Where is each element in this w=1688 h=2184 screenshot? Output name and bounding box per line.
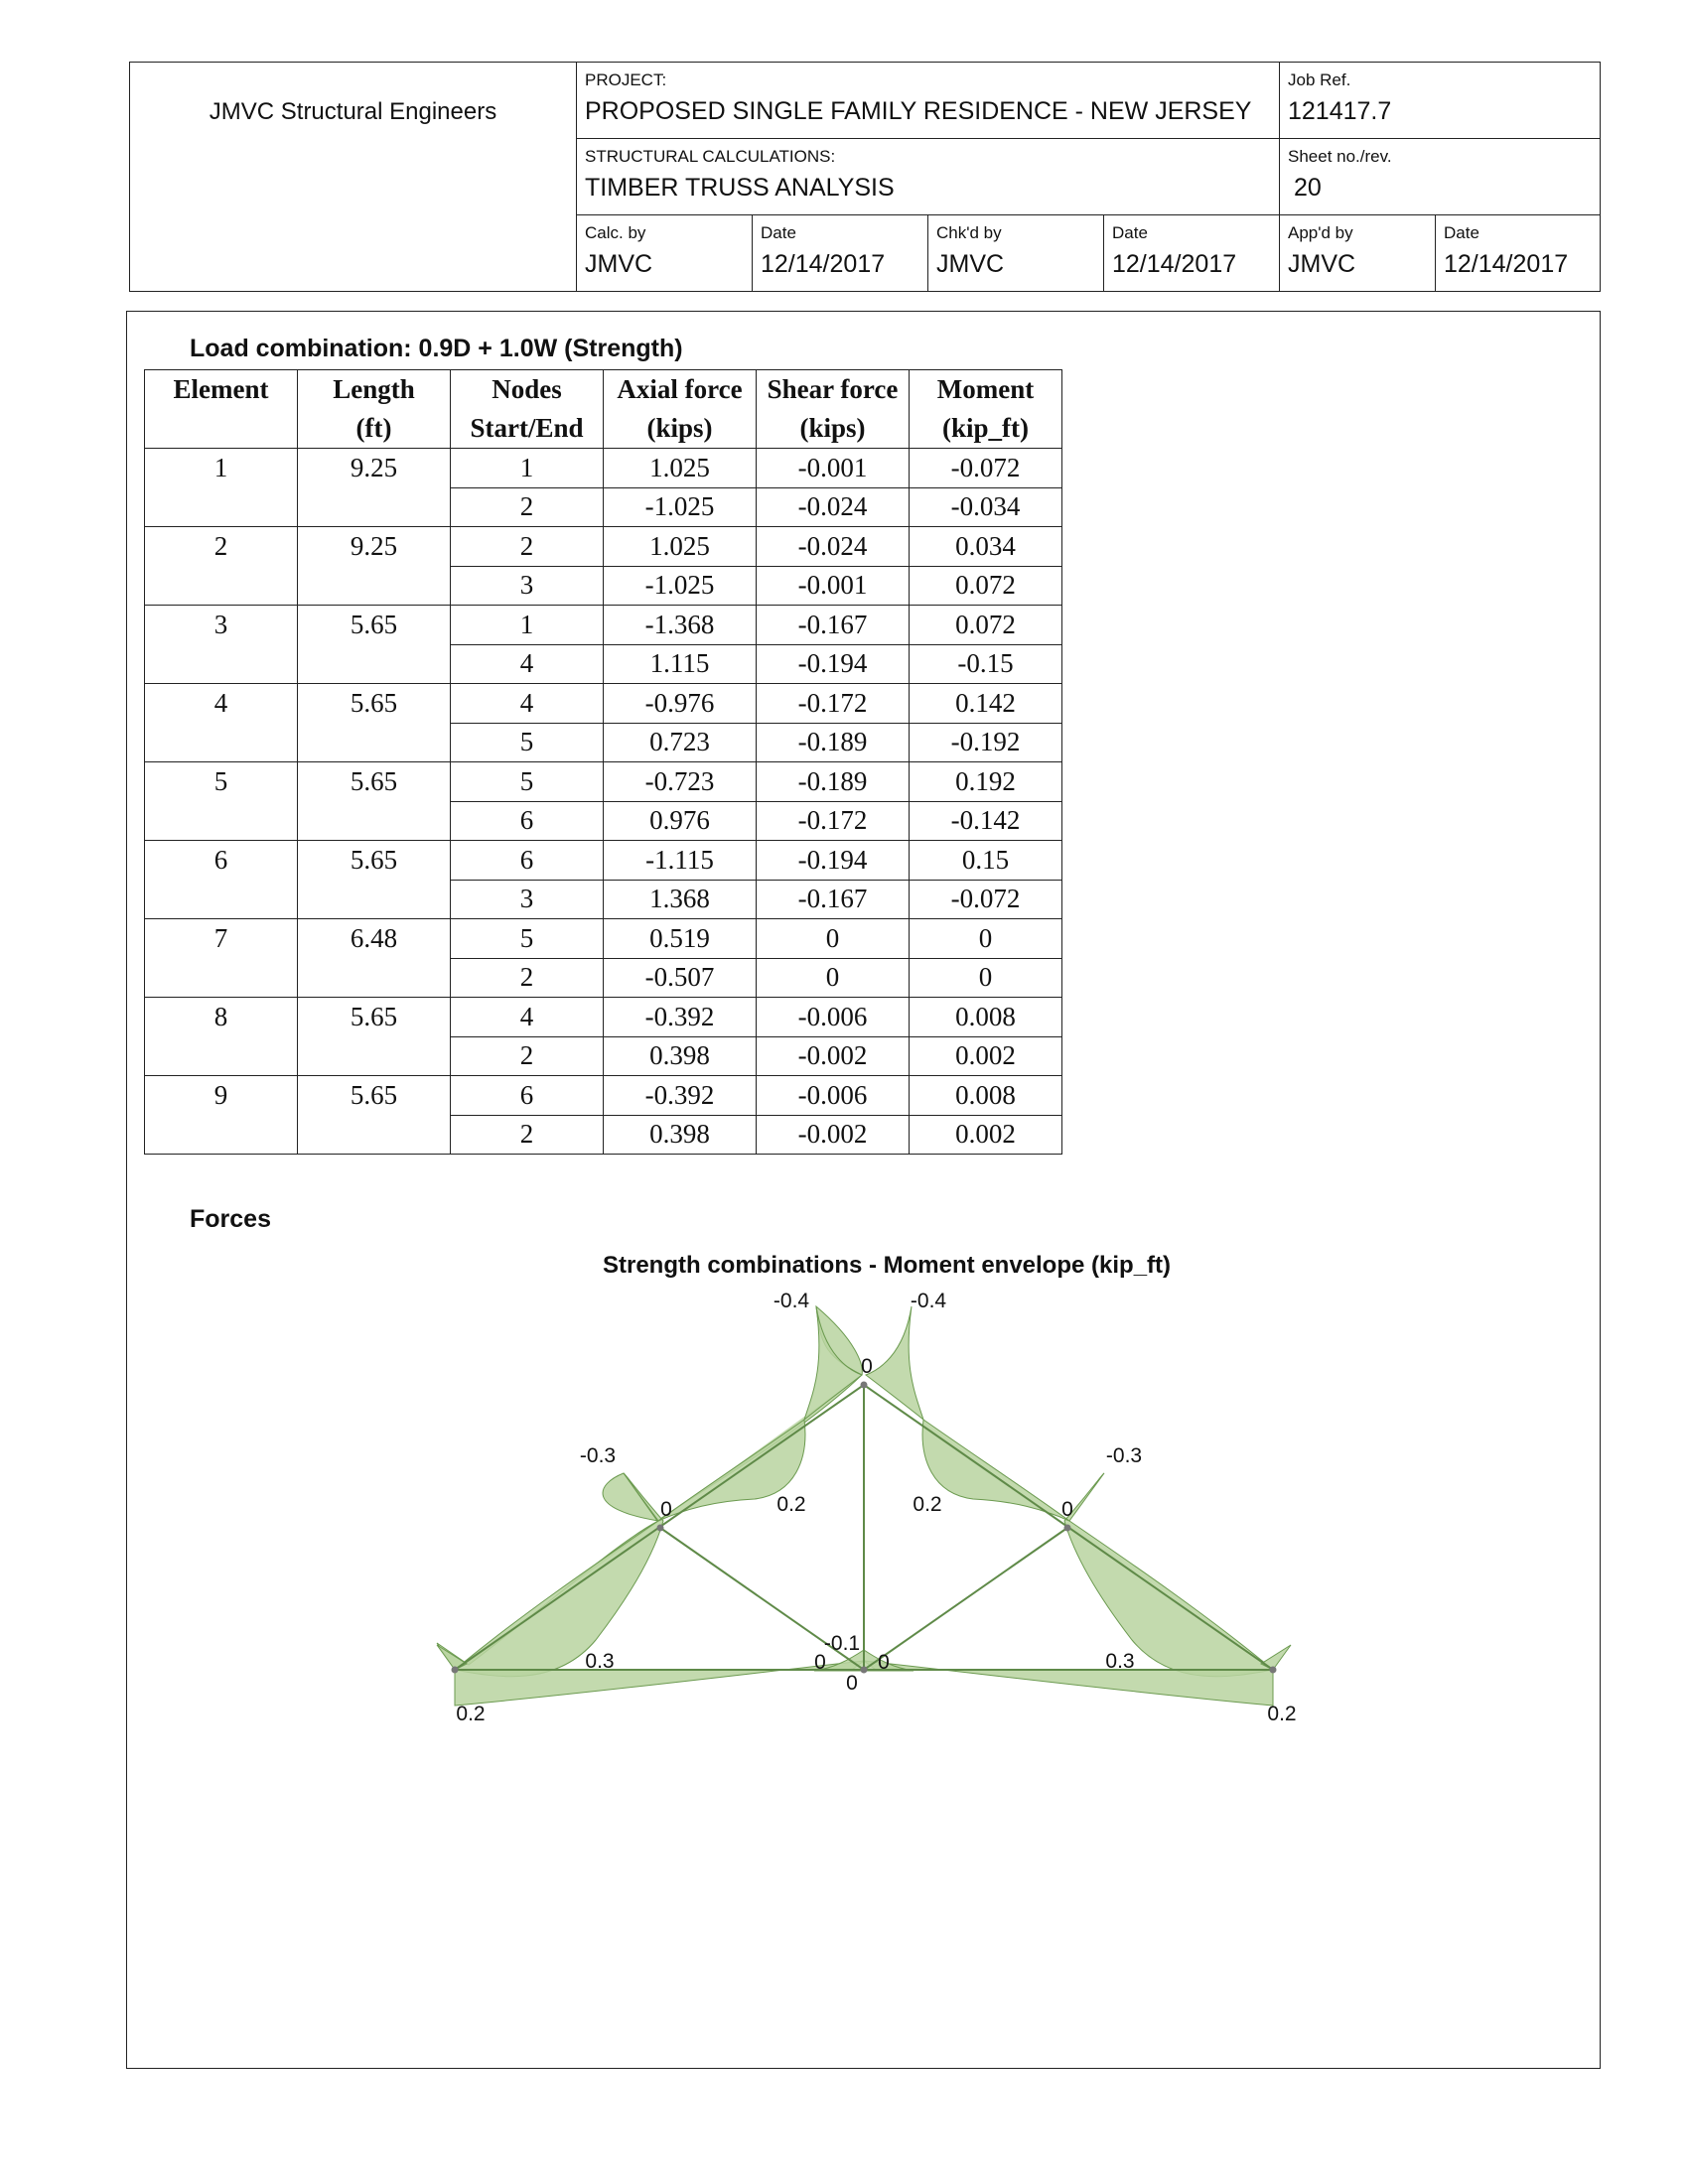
envelope-top-chord-right-seg3 — [866, 1306, 923, 1420]
appd-by-label: App'd by — [1288, 223, 1353, 242]
element-cell: 4 — [145, 684, 298, 724]
axial-cell: 1.025 — [604, 449, 757, 488]
node-3 — [1270, 1667, 1277, 1674]
moment-cell: 0.002 — [910, 1036, 1062, 1076]
moment-cell: -0.142 — [910, 801, 1062, 841]
label-right-node-peak: -0.3 — [1105, 1444, 1143, 1467]
label-left-node-peak: -0.3 — [579, 1444, 617, 1467]
moment-cell: 0 — [910, 958, 1062, 998]
node-4 — [657, 1525, 664, 1532]
moment-cell: 0.008 — [910, 1076, 1062, 1116]
axial-cell: 1.368 — [604, 880, 757, 919]
axial-cell: -1.025 — [604, 487, 757, 527]
chkd-by-label: Chk'd by — [936, 223, 1002, 242]
shear-cell: -0.002 — [757, 1115, 910, 1155]
node-6 — [1064, 1525, 1071, 1532]
calc-by-value: JMVC — [585, 250, 653, 278]
project-value: PROPOSED SINGLE FAMILY RESIDENCE - NEW JERSEY — [585, 97, 1252, 125]
header-moment-unit: (kip_ft) — [910, 409, 1062, 449]
appd-date-value: 12/14/2017 — [1444, 250, 1569, 278]
node-cell: 5 — [451, 762, 604, 802]
node-cell: 4 — [451, 998, 604, 1037]
shear-cell: -0.001 — [757, 566, 910, 606]
job-ref-value: 121417.7 — [1288, 97, 1392, 125]
axial-cell: -0.507 — [604, 958, 757, 998]
node-cell: 6 — [451, 801, 604, 841]
axial-cell: 0.398 — [604, 1036, 757, 1076]
axial-cell: 1.115 — [604, 644, 757, 684]
node-cell: 4 — [451, 644, 604, 684]
node-cell: 4 — [451, 684, 604, 724]
forces-heading: Forces — [190, 1205, 271, 1233]
member-web-right — [864, 1528, 1067, 1670]
element-cell: 6 — [145, 841, 298, 881]
node-5 — [861, 1382, 868, 1389]
moment-cell: 0.15 — [910, 841, 1062, 881]
shear-cell: -0.167 — [757, 880, 910, 919]
moment-cell: -0.034 — [910, 487, 1062, 527]
shear-cell: 0 — [757, 958, 910, 998]
header-nodes: Nodes — [451, 370, 604, 410]
axial-cell: 1.025 — [604, 527, 757, 567]
axial-cell: 0.723 — [604, 723, 757, 762]
calcs-label: STRUCTURAL CALCULATIONS: — [585, 147, 836, 166]
node-1 — [452, 1667, 459, 1674]
axial-cell: 0.976 — [604, 801, 757, 841]
moment-cell: 0.072 — [910, 566, 1062, 606]
header-length-unit: (ft) — [298, 409, 451, 449]
load-combination-heading: Load combination: 0.9D + 1.0W (Strength) — [190, 335, 683, 362]
header-axial-unit: (kips) — [604, 409, 757, 449]
appd-by-value: JMVC — [1288, 250, 1356, 278]
moment-cell: 0.072 — [910, 606, 1062, 645]
chkd-by-value: JMVC — [936, 250, 1005, 278]
shear-cell: -0.006 — [757, 1076, 910, 1116]
envelope-left-tip — [437, 1645, 467, 1670]
length-cell: 6.48 — [298, 919, 451, 959]
calcs-value: TIMBER TRUSS ANALYSIS — [585, 174, 895, 202]
header-axial: Axial force — [604, 370, 757, 410]
axial-cell: -0.392 — [604, 1076, 757, 1116]
calc-by-label: Calc. by — [585, 223, 646, 242]
chkd-date-label: Date — [1112, 223, 1148, 242]
axial-cell: -0.723 — [604, 762, 757, 802]
element-cell: 5 — [145, 762, 298, 802]
shear-cell: 0 — [757, 919, 910, 959]
diagram-title: Strength combinations - Moment envelope (kip_ft) — [602, 1252, 1172, 1279]
node-2 — [861, 1667, 868, 1674]
shear-cell: -0.189 — [757, 723, 910, 762]
shear-cell: -0.002 — [757, 1036, 910, 1076]
length-cell: 5.65 — [298, 1076, 451, 1116]
node-cell: 6 — [451, 841, 604, 881]
length-cell: 9.25 — [298, 449, 451, 488]
axial-cell: -1.025 — [604, 566, 757, 606]
node-cell: 5 — [451, 723, 604, 762]
calc-date-label: Date — [761, 223, 796, 242]
envelope-top-chord-right-seg1 — [1064, 1473, 1273, 1677]
moment-cell: 0.002 — [910, 1115, 1062, 1155]
envelope-top-chord-left — [437, 1306, 862, 1670]
node-cell: 2 — [451, 1036, 604, 1076]
element-cell: 9 — [145, 1076, 298, 1116]
shear-cell: -0.024 — [757, 487, 910, 527]
length-cell: 5.65 — [298, 684, 451, 724]
node-cell: 3 — [451, 566, 604, 606]
node-cell: 2 — [451, 1115, 604, 1155]
moment-cell: -0.15 — [910, 644, 1062, 684]
label-centre-right: 0 — [878, 1651, 890, 1674]
axial-cell: 0.398 — [604, 1115, 757, 1155]
envelope-right-tip — [1261, 1645, 1291, 1670]
length-cell: 5.65 — [298, 998, 451, 1037]
appd-date-label: Date — [1444, 223, 1479, 242]
length-cell: 5.65 — [298, 606, 451, 645]
moment-cell: 0.008 — [910, 998, 1062, 1037]
envelope-top-chord-right-seg2 — [922, 1420, 1069, 1521]
header-element: Element — [145, 370, 298, 410]
calc-date-value: 12/14/2017 — [761, 250, 886, 278]
job-ref-label: Job Ref. — [1288, 70, 1351, 89]
chkd-date-value: 12/14/2017 — [1112, 250, 1237, 278]
header-length: Length — [298, 370, 451, 410]
label-right-span: 0.2 — [913, 1493, 942, 1516]
shear-cell: -0.024 — [757, 527, 910, 567]
moment-cell: 0.034 — [910, 527, 1062, 567]
label-centre-bottom: 0 — [846, 1672, 858, 1695]
axial-cell: -0.976 — [604, 684, 757, 724]
label-right-node: 0 — [1061, 1498, 1073, 1521]
moment-cell: -0.072 — [910, 880, 1062, 919]
axial-cell: 0.519 — [604, 919, 757, 959]
shear-cell: -0.006 — [757, 998, 910, 1037]
node-cell: 6 — [451, 1076, 604, 1116]
shear-cell: -0.194 — [757, 841, 910, 881]
moment-cell: -0.072 — [910, 449, 1062, 488]
shear-cell: -0.189 — [757, 762, 910, 802]
element-cell: 3 — [145, 606, 298, 645]
length-cell: 5.65 — [298, 841, 451, 881]
label-bottom-left: 0.3 — [585, 1650, 615, 1673]
node-cell: 5 — [451, 919, 604, 959]
length-cell: 5.65 — [298, 762, 451, 802]
header-shear: Shear force — [757, 370, 910, 410]
header-nodes-unit: Start/End — [451, 409, 604, 449]
axial-cell: -1.115 — [604, 841, 757, 881]
shear-cell: -0.001 — [757, 449, 910, 488]
label-support-left: 0.2 — [456, 1703, 486, 1725]
label-centre-left: 0 — [814, 1651, 826, 1674]
axial-cell: -0.392 — [604, 998, 757, 1037]
label-peak-right: -0.4 — [910, 1290, 947, 1312]
label-peak-left: -0.4 — [773, 1290, 810, 1312]
label-apex: 0 — [861, 1355, 873, 1378]
moment-cell: -0.192 — [910, 723, 1062, 762]
element-cell: 2 — [145, 527, 298, 567]
sheet-label: Sheet no./rev. — [1288, 147, 1392, 166]
node-cell: 2 — [451, 487, 604, 527]
label-centre-min: -0.1 — [823, 1632, 861, 1655]
header-moment: Moment — [910, 370, 1062, 410]
shear-cell: -0.167 — [757, 606, 910, 645]
element-cell: 8 — [145, 998, 298, 1037]
label-bottom-right: 0.3 — [1105, 1650, 1135, 1673]
moment-cell: 0 — [910, 919, 1062, 959]
company-name: JMVC Structural Engineers — [209, 98, 497, 125]
node-cell: 1 — [451, 449, 604, 488]
node-cell: 3 — [451, 880, 604, 919]
shear-cell: -0.194 — [757, 644, 910, 684]
shear-cell: -0.172 — [757, 684, 910, 724]
sheet-value: 20 — [1294, 174, 1322, 202]
node-cell: 1 — [451, 606, 604, 645]
node-cell: 2 — [451, 958, 604, 998]
label-left-span: 0.2 — [776, 1493, 806, 1516]
label-support-right: 0.2 — [1267, 1703, 1297, 1725]
axial-cell: -1.368 — [604, 606, 757, 645]
project-label: PROJECT: — [585, 70, 667, 89]
moment-cell: 0.192 — [910, 762, 1062, 802]
node-cell: 2 — [451, 527, 604, 567]
header-shear-unit: (kips) — [757, 409, 910, 449]
shear-cell: -0.172 — [757, 801, 910, 841]
element-cell: 7 — [145, 919, 298, 959]
element-cell: 1 — [145, 449, 298, 488]
length-cell: 9.25 — [298, 527, 451, 567]
moment-cell: 0.142 — [910, 684, 1062, 724]
label-left-node: 0 — [660, 1498, 672, 1521]
